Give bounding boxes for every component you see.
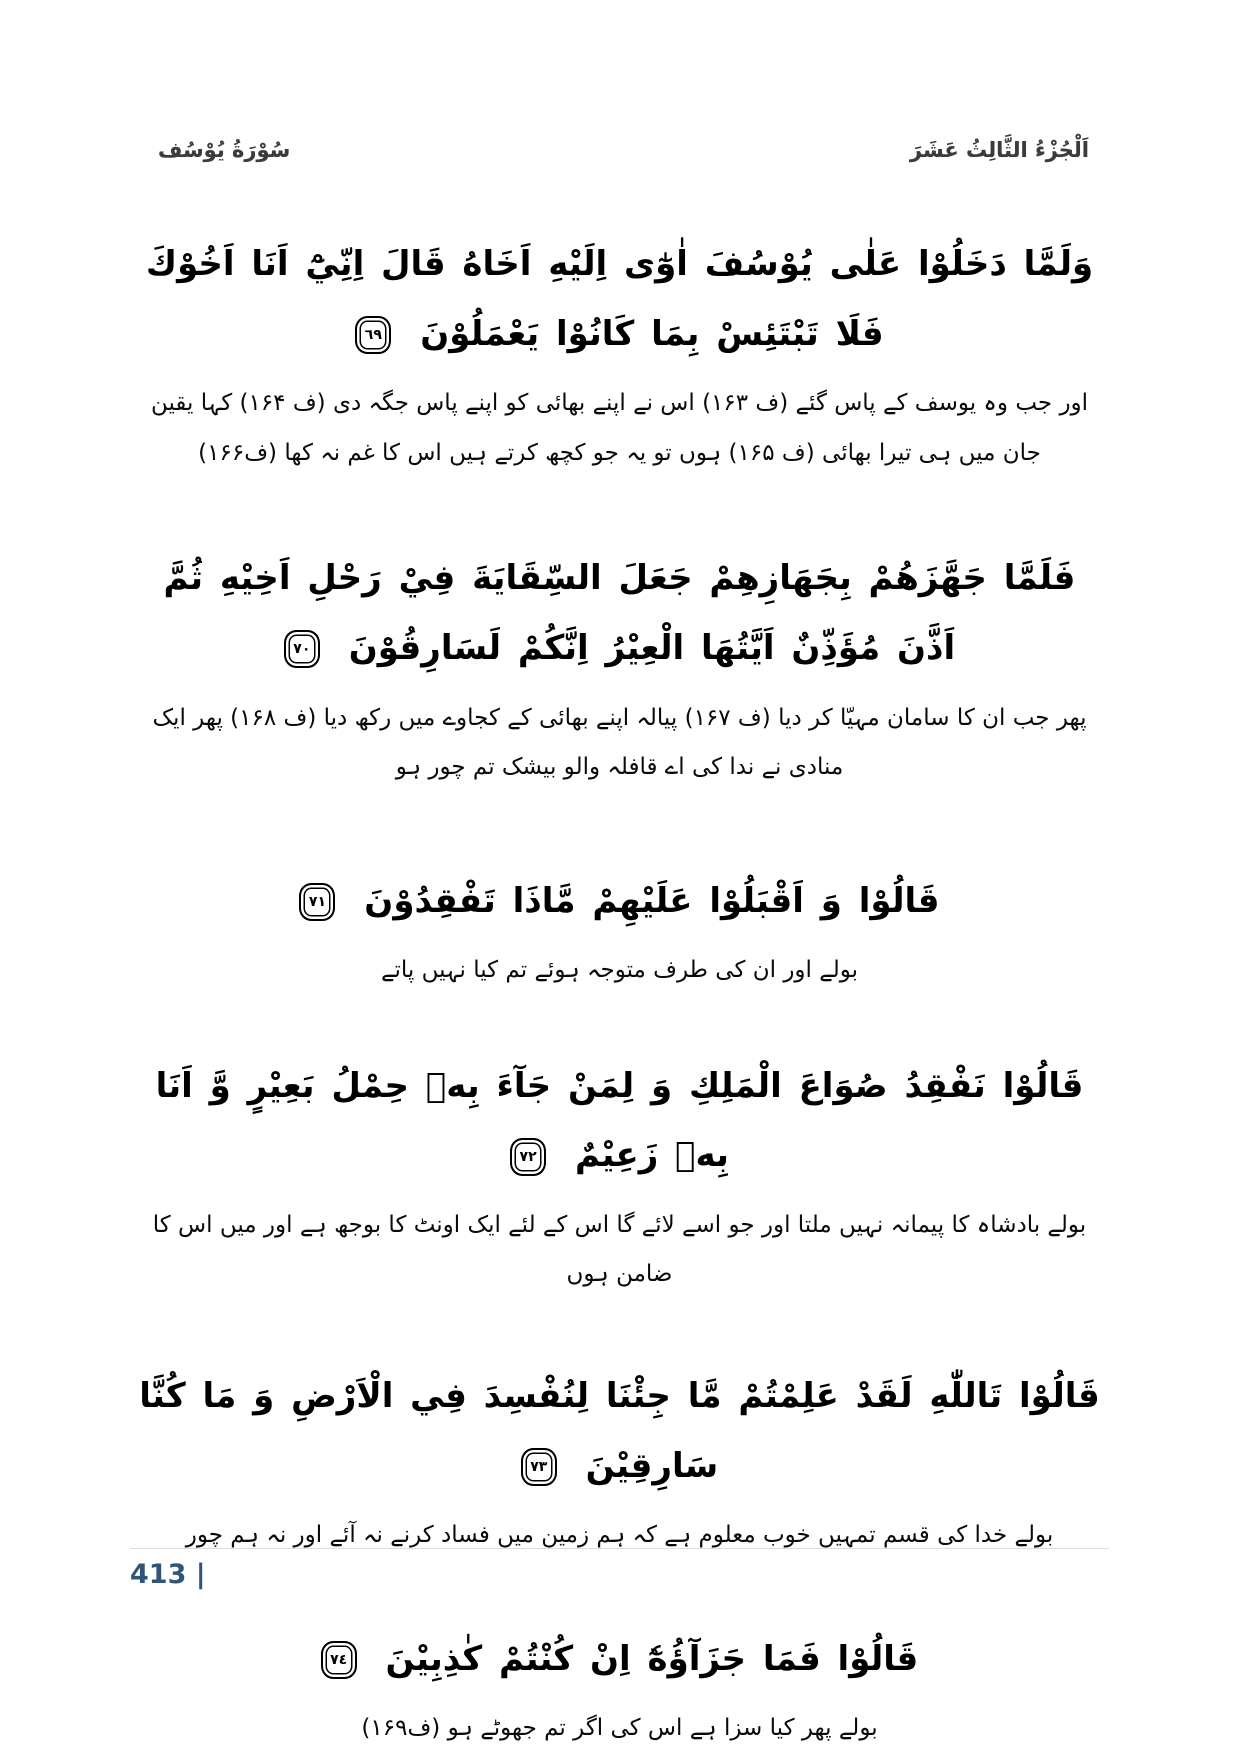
ayah-end-marker: ٧١ bbox=[299, 883, 335, 921]
footer-divider bbox=[130, 1548, 1109, 1549]
arabic-verse-69 bbox=[130, 230, 1109, 369]
urdu-translation-71: بولے اور ان کی طرف متوجہ ہوئے تم کیا نہیں پاتے bbox=[380, 957, 858, 984]
urdu-translation-73: بولے خدا کی قسم تمہیں خوب معلوم ہے کہ ہم زمین میں فساد کرنے نہ آئے اور نہ ہم چور bbox=[185, 1522, 1054, 1549]
ayah-end-marker: ٧٣ bbox=[521, 1448, 557, 1486]
arabic-verse-text: قَالُوْا فَمَا جَزَآؤُهٗٓ اِنْ كُنْتُمْ كٰذِبِيْنَ bbox=[385, 1638, 919, 1679]
surah-title-calligraphy: سُوْرَةُ يُوْسُف bbox=[158, 138, 291, 162]
urdu-translation-74: بولے پھر کیا سزا ہے اس کی اگر تم جھوٹے ہو (ف۱۶۹) bbox=[361, 1715, 878, 1742]
verse-block-71 bbox=[130, 867, 1109, 996]
arabic-verse-74 bbox=[130, 1625, 1109, 1695]
verse-block-69 bbox=[130, 230, 1109, 478]
juz-title-calligraphy: اَلْجُزْءُ الثَّالِثُ عَشَرَ bbox=[909, 138, 1089, 162]
ayah-end-marker: ٧٢ bbox=[510, 1138, 546, 1176]
ayah-end-marker: ٧٠ bbox=[284, 630, 320, 668]
ayah-end-marker: ٧٤ bbox=[321, 1641, 357, 1679]
page-footer bbox=[130, 1548, 1109, 1590]
page-number: 413 | bbox=[130, 1559, 206, 1590]
arabic-verse-text: وَلَمَّا دَخَلُوْا عَلٰى يُوْسُفَ اٰوٰٓى اِلَيْهِ اَخَاهُ قَالَ اِنِّيْٓ اَنَا اَخُوْكَ فَلَا تَبْتَئِسْ بِمَا كَانُوْا يَعْمَلُوْنَ bbox=[145, 244, 1094, 354]
ayah-end-marker: ٦٩ bbox=[355, 316, 391, 354]
verse-block-72 bbox=[130, 1052, 1109, 1300]
arabic-verse-71 bbox=[130, 867, 1109, 937]
verse-block-74 bbox=[130, 1625, 1109, 1754]
urdu-translation-69: اور جب وہ یوسف کے پاس گئے (ف ۱۶۳) اس نے اپنے بھائی کو اپنے پاس جگہ دی (ف ۱۶۴) کہا یقین جان میں ہی تیرا بھائی (ف ۱۶۵) ہوں تو یہ جو کچھ کرتے ہیں اس کا غم نہ کھا (ف۱۶۶) bbox=[150, 390, 1089, 466]
arabic-verse-70 bbox=[130, 544, 1109, 683]
verse-block-70 bbox=[130, 544, 1109, 792]
arabic-verse-text: قَالُوْا وَ اَقْبَلُوْا عَلَيْهِمْ مَّاذَا تَفْقِدُوْنَ bbox=[364, 880, 940, 921]
verse-block-73 bbox=[130, 1362, 1109, 1561]
arabic-verse-73 bbox=[130, 1362, 1109, 1501]
urdu-translation-72: بولے بادشاہ کا پیمانہ نہیں ملتا اور جو اسے لائے گا اس کے لئے ایک اونٹ کا بوجھ ہے اور میں اس کا ضامن ہوں bbox=[152, 1212, 1087, 1288]
arabic-verse-text: قَالُوْا نَفْقِدُ صُوَاعَ الْمَلِكِ وَ لِمَنْ جَآءَ بِهٖ حِمْلُ بَعِيْرٍ وَّ اَنَا بِهٖ زَعِيْمٌ bbox=[155, 1065, 1084, 1176]
arabic-verse-72 bbox=[130, 1052, 1109, 1191]
urdu-translation-70: پھر جب ان کا سامان مہیّا کر دیا (ف ۱۶۷) پیالہ اپنے بھائی کے کجاوے میں رکھ دیا (ف ۱۶۸) پھر ایک منادی نے ندا کی اے قافلہ والو بیشک تم چور ہو bbox=[152, 704, 1087, 781]
arabic-verse-text: قَالُوْا تَاللّٰهِ لَقَدْ عَلِمْتُمْ مَّا جِئْنَا لِنُفْسِدَ فِي الْاَرْضِ وَ مَا كُنَّا سَارِقِيْنَ bbox=[139, 1375, 1100, 1486]
arabic-verse-text: فَلَمَّا جَهَّزَهُمْ بِجَهَازِهِمْ جَعَلَ السِّقَايَةَ فِيْ رَحْلِ اَخِيْهِ ثُمَّ اَذَّنَ مُؤَذِّنٌ اَيَّتُهَا الْعِيْرُ اِنَّكُمْ لَسَارِقُوْنَ bbox=[163, 558, 1076, 668]
page-header bbox=[130, 138, 1109, 208]
